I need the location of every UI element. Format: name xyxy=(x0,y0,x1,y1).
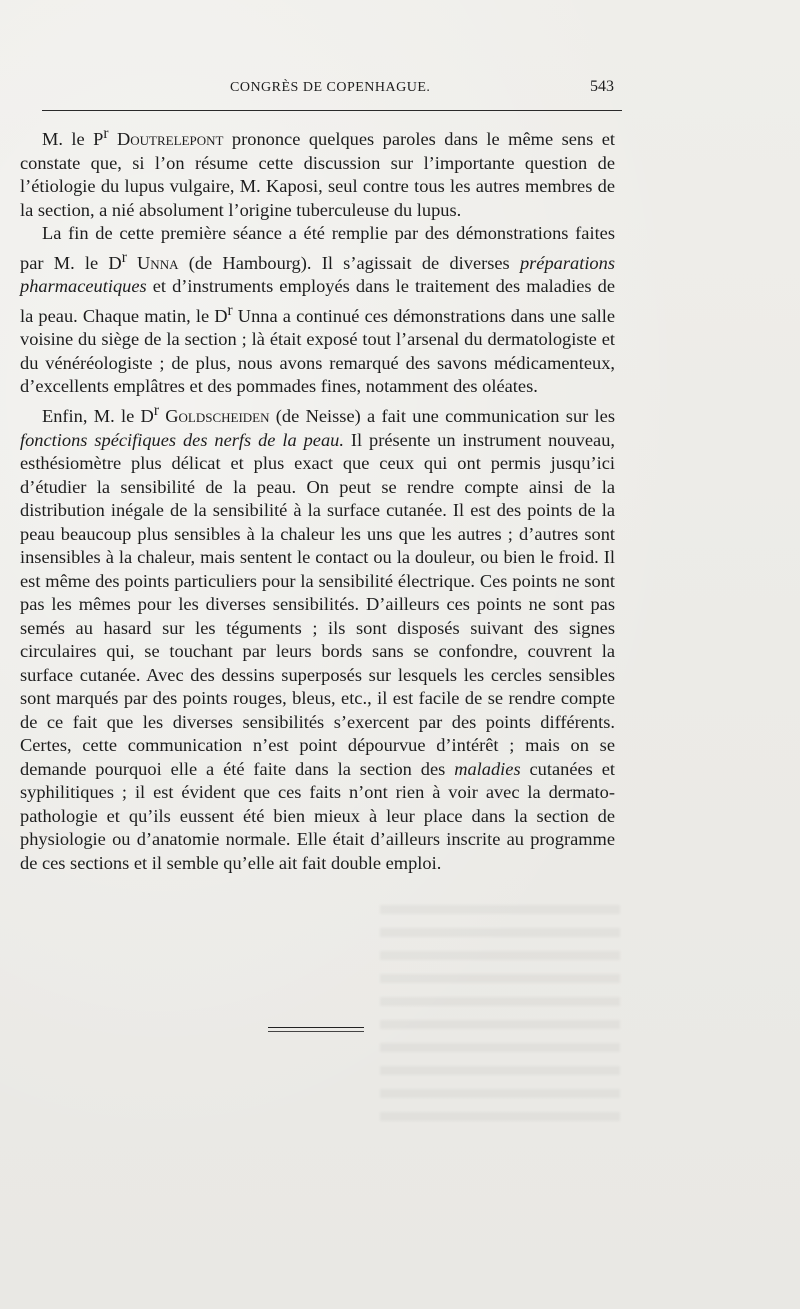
italic-phrase: fonctions spécifiques des nerfs de la peau. xyxy=(20,429,344,450)
person-name: Unna xyxy=(137,252,179,273)
text-run: Il présente un instrument nouveau, esthésiomètre plus délicat et plus exact que ceux qui ont permis jusqu’ici d’étudier la sensibilité de la peau. On peut se rendre compte ainsi de la distribution inégale de la sensibilité à la surface cutanée. Il est des points de la peau beaucoup plus sensibles à la chaleur les uns que les autres ; d’autres sont insensibles à la chaleur, mais sentent le contact ou la douleur, ou bien le froid. Il est même des points particuliers pour la sensibilité électrique. Ces points ne sont pas les mêmes pour les diverses sensibilités. D’ailleurs ces points ne sont pas semés au hasard sur les téguments ; ils sont disposés suivant des signes circulaires qui, se touchant par leurs bords sans se confondre, couvrent la surface cutanée. Avec des dessins superposés sur lesquels les cercles sensibles sont marqués par des points rouges, bleus, etc., il est facile de se rendre compte de ce fait que les diverses sensibilités s’exercent par des points différents. Certes, cette communication n’est point dépourvue d’intérêt ; mais on se demande pourquoi elle a été faite dans la section des xyxy=(20,429,615,779)
paragraph-goldscheiden xyxy=(20,399,615,875)
header-rule xyxy=(42,110,622,111)
text-run: et d’instruments employés dans le traitement des maladies de la peau. Chaque matin, le D xyxy=(20,276,615,326)
show-through-texture xyxy=(380,905,620,1135)
superscript: r xyxy=(227,301,233,319)
text-run: Enfin, M. le D xyxy=(42,406,154,426)
text-run: M. le P xyxy=(42,129,104,150)
person-name: Doutrelepont xyxy=(117,129,224,150)
superscript: r xyxy=(103,125,109,142)
text-run: La fin de cette première séance a été remplie par des démonstrations faites par M. le D xyxy=(20,223,615,273)
paragraph-unna xyxy=(20,222,615,399)
person-name: Goldscheiden xyxy=(165,406,270,426)
italic-word: maladies xyxy=(454,758,521,779)
text-run: prononce quelques paroles dans le même sens et constate que, si l’on résume cette discussion sur l’importante question de l’étiologie du lupus vulgaire, M. Kaposi, seul contre tous les autres membres de la section, a nié absolument l’origine tuberculeuse du lupus. xyxy=(20,129,615,220)
superscript: r xyxy=(153,401,159,419)
superscript: r xyxy=(121,248,127,266)
page-number: 543 xyxy=(590,78,614,95)
section-end-rule xyxy=(268,1027,364,1028)
body-text xyxy=(20,122,615,875)
running-title: CONGRÈS DE COPENHAGUE. xyxy=(230,80,431,95)
paragraph-doutrelepont xyxy=(20,122,615,222)
running-head xyxy=(42,80,622,102)
text-run: (de Neisse) a fait une communication sur les xyxy=(269,406,615,426)
text-run: cutanées et syphilitiques ; il est évident que ces faits n’ont rien à voir avec la dermato-pathologie et qu’ils eussent été bien mieux à leur place dans la section de physiologie ou d’anatomie normale. Elle était d’ailleurs inscrite au programme de ces sections et il semble qu’elle ait fait double emploi. xyxy=(20,758,615,873)
text-run: (de Hambourg). Il s’agissait de diverses xyxy=(178,252,520,273)
text-run: Unna a continué ces démonstrations dans une salle voisine du siège de la section ; là était exposé tout l’arsenal du dermatologiste et du vénéréologiste ; de plus, nous avons remarqué des savons médicamenteux, d’excellents emplâtres et des pommades fines, notamment des oléates. xyxy=(20,305,615,397)
italic-phrase: préparations pharmaceutiques xyxy=(20,252,615,297)
